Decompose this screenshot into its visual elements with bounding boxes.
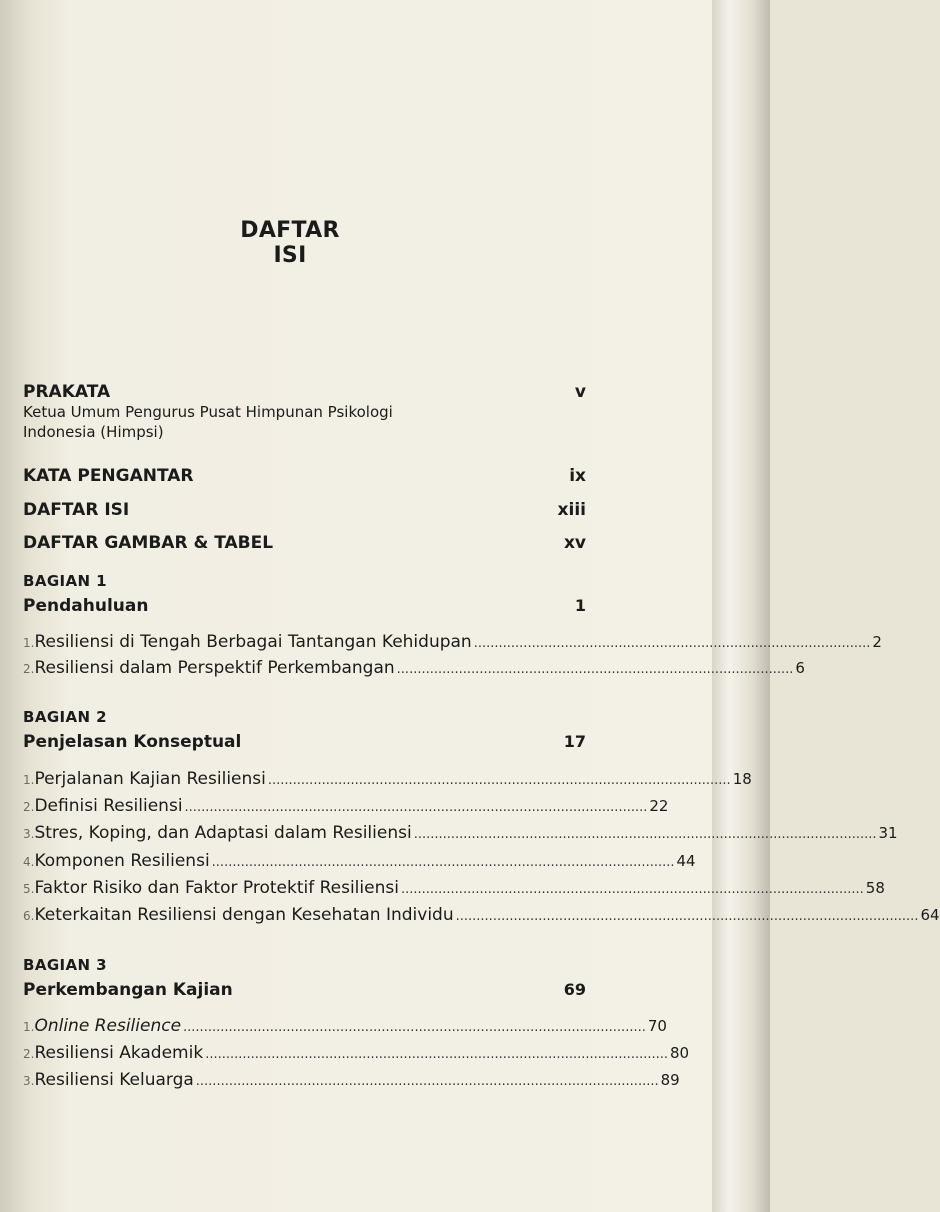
toc-front-entry bbox=[23, 382, 586, 402]
entry-title: Keterkaitan Resiliensi dengan Kesehatan Individu bbox=[34, 905, 454, 925]
entry-number: 3. bbox=[23, 827, 35, 841]
entry-page: 2 bbox=[872, 633, 882, 651]
toc-entry bbox=[23, 769, 752, 789]
dot-leader: ................................................................................................................ bbox=[183, 1020, 646, 1035]
toc-entry bbox=[23, 905, 940, 925]
toc-front-entry bbox=[23, 533, 586, 553]
page-edge-stack bbox=[712, 0, 770, 1212]
dot-leader: ................................................................................................ bbox=[396, 662, 794, 677]
entry-title: Resiliensi Keluarga bbox=[34, 1070, 194, 1090]
entry-title: Faktor Risiko dan Faktor Protektif Resiliensi bbox=[34, 878, 399, 898]
dot-leader: ................................................................................................................ bbox=[195, 1074, 659, 1089]
entry-page: 89 bbox=[660, 1071, 680, 1089]
entry-title: Perjalanan Kajian Resiliensi bbox=[34, 769, 266, 789]
entry-page: 18 bbox=[732, 770, 752, 788]
dot-leader: ................................................................................................................ bbox=[211, 855, 675, 870]
entry-title: DAFTAR ISI bbox=[23, 500, 130, 520]
part-title: Penjelasan Konseptual bbox=[23, 732, 242, 752]
dot-leader: ................................................................................................................ bbox=[455, 909, 919, 924]
entry-page: 22 bbox=[649, 797, 669, 815]
entry-title: PRAKATA bbox=[23, 382, 111, 402]
entry-page: 64 bbox=[920, 906, 940, 924]
toc-front-entry bbox=[23, 466, 586, 486]
entry-number: 1. bbox=[23, 636, 35, 650]
entry-number: 1. bbox=[23, 773, 35, 787]
part-page: 1 bbox=[574, 596, 586, 615]
dot-leader: ................................................................................................................ bbox=[400, 882, 864, 897]
part-title: Pendahuluan bbox=[23, 596, 149, 616]
entry-page: 6 bbox=[795, 659, 805, 677]
entry-title: Resiliensi di Tengah Berbagai Tantangan Kehidupan bbox=[34, 632, 472, 652]
entry-number: 2. bbox=[23, 1047, 35, 1061]
entry-title: Definisi Resiliensi bbox=[34, 796, 183, 816]
toc-entry bbox=[23, 1043, 690, 1063]
dot-leader: ................................................................................................................ bbox=[267, 773, 731, 788]
dot-leader: ................................................................................................................ bbox=[413, 827, 877, 842]
toc-part-1 bbox=[23, 572, 586, 616]
toc-entry bbox=[23, 878, 885, 898]
part-label: BAGIAN 1 bbox=[23, 572, 107, 590]
dot-leader: ................................................................................................................ bbox=[205, 1047, 669, 1062]
entry-number: 5. bbox=[23, 882, 35, 896]
toc-title: DAFTAR ISI bbox=[240, 218, 340, 268]
entry-title: DAFTAR GAMBAR & TABEL bbox=[23, 533, 274, 553]
entry-page: v bbox=[574, 382, 586, 402]
part-page: 69 bbox=[563, 980, 586, 999]
toc-part-3 bbox=[23, 956, 586, 1000]
toc-entry bbox=[23, 851, 696, 871]
entry-number: 4. bbox=[23, 855, 35, 869]
entry-page: 58 bbox=[865, 879, 885, 897]
part-label: BAGIAN 2 bbox=[23, 708, 107, 726]
entry-page: xiii bbox=[557, 500, 586, 520]
entry-number: 6. bbox=[23, 909, 35, 923]
dot-leader: ................................................................................................................ bbox=[184, 800, 648, 815]
part-page: 17 bbox=[563, 732, 586, 751]
entry-page: 31 bbox=[878, 824, 898, 842]
entry-title: Resiliensi dalam Perspektif Perkembangan bbox=[34, 658, 395, 678]
entry-page: xv bbox=[563, 533, 586, 553]
entry-page: 44 bbox=[676, 852, 696, 870]
toc-entry bbox=[23, 1070, 680, 1090]
toc-entry bbox=[23, 1016, 667, 1036]
entry-title: Resiliensi Akademik bbox=[34, 1043, 204, 1063]
entry-number: 1. bbox=[23, 1020, 35, 1034]
entry-number: 2. bbox=[23, 662, 35, 676]
toc-prakata bbox=[23, 382, 586, 442]
entry-subtitle: Ketua Umum Pengurus Pusat Himpunan Psikologi Indonesia (Himpsi) bbox=[23, 403, 393, 441]
entry-number: 3. bbox=[23, 1074, 35, 1088]
toc-entry bbox=[23, 796, 669, 816]
entry-title: Stres, Koping, dan Adaptasi dalam Resiliensi bbox=[34, 823, 412, 843]
toc-entry bbox=[23, 632, 882, 652]
toc-entry bbox=[23, 658, 805, 678]
part-title: Perkembangan Kajian bbox=[23, 980, 233, 1000]
toc-entry bbox=[23, 823, 898, 843]
entry-title: Komponen Resiliensi bbox=[34, 851, 210, 871]
entry-page: ix bbox=[569, 466, 586, 486]
entry-page: 70 bbox=[647, 1017, 667, 1035]
entry-number: 2. bbox=[23, 800, 35, 814]
entry-title: KATA PENGANTAR bbox=[23, 466, 194, 486]
entry-page: 80 bbox=[670, 1044, 690, 1062]
toc-front-entry bbox=[23, 500, 586, 520]
entry-title: Online Resilience bbox=[34, 1016, 182, 1036]
dot-leader: ................................................................................................ bbox=[473, 636, 871, 651]
toc-part-2 bbox=[23, 708, 586, 752]
part-label: BAGIAN 3 bbox=[23, 956, 107, 974]
